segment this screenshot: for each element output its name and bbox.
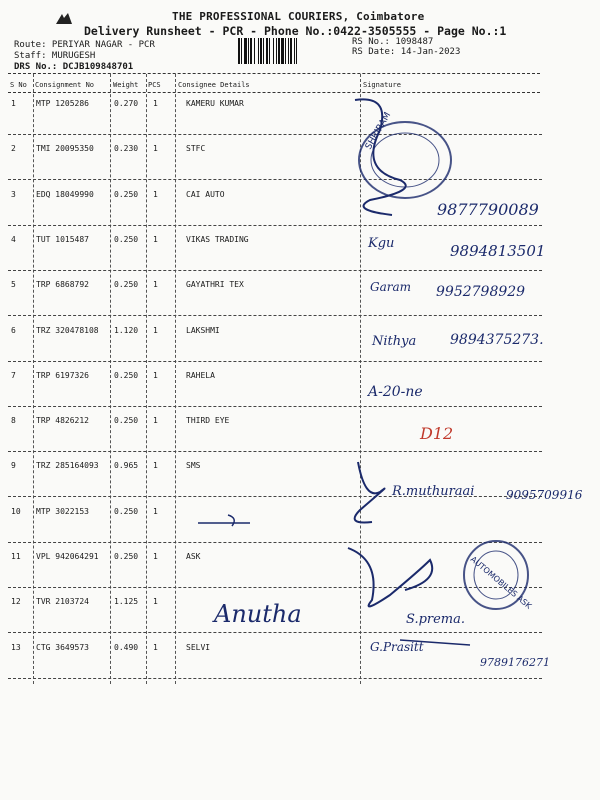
row-consignee: LAKSHMI bbox=[186, 326, 220, 335]
column-divider bbox=[360, 74, 361, 684]
handwritten-name-12b: S.prema. bbox=[406, 612, 466, 627]
row-pcs: 1 bbox=[153, 326, 158, 335]
rs-date: RS Date: 14-Jan-2023 bbox=[352, 47, 461, 57]
row-weight: 0.250 bbox=[114, 507, 139, 516]
courier-logo-icon bbox=[54, 12, 74, 26]
table-header-top-rule bbox=[8, 73, 540, 74]
row-consignee: SELVI bbox=[186, 643, 211, 652]
row-consignee: GAYATHRI TEX bbox=[186, 280, 244, 289]
row-weight: 1.120 bbox=[114, 326, 139, 335]
row-pcs: 1 bbox=[153, 552, 158, 561]
column-header-pcs: PCS bbox=[148, 81, 161, 89]
row-consignment-number: TUT 1015487 bbox=[36, 235, 89, 244]
barcode-bar bbox=[297, 38, 300, 64]
row-weight: 0.965 bbox=[114, 461, 139, 470]
row-sno: 6 bbox=[11, 326, 16, 335]
row-separator bbox=[8, 225, 542, 226]
row-consignee: THIRD EYE bbox=[186, 416, 230, 425]
row-consignment-number: TMI 20095350 bbox=[36, 144, 94, 153]
handwritten-name-13: G.Prasitt bbox=[370, 640, 424, 654]
handwritten-phone-10: 9095709916 bbox=[506, 488, 583, 502]
row-pcs: 1 bbox=[153, 99, 158, 108]
row-consignment-number: EDQ 18049990 bbox=[36, 190, 94, 199]
row-sno: 3 bbox=[11, 190, 16, 199]
company-name: THE PROFESSIONAL COURIERS, Coimbatore bbox=[172, 10, 425, 23]
row-separator bbox=[8, 587, 542, 588]
route-label: Route: PERIYAR NAGAR - PCR bbox=[14, 40, 155, 50]
handwritten-name-4: Kgu bbox=[368, 236, 395, 251]
row-consignee: CAI AUTO bbox=[186, 190, 225, 199]
row-sno: 1 bbox=[11, 99, 16, 108]
row-consignment-number: MTP 3022153 bbox=[36, 507, 89, 516]
column-divider bbox=[33, 74, 34, 684]
row-weight: 0.250 bbox=[114, 416, 139, 425]
row-weight: 0.230 bbox=[114, 144, 139, 153]
row-separator bbox=[8, 542, 542, 543]
row-sno: 11 bbox=[11, 552, 21, 561]
row-weight: 0.250 bbox=[114, 552, 139, 561]
row-weight: 0.490 bbox=[114, 643, 139, 652]
row-sno: 10 bbox=[11, 507, 21, 516]
row-pcs: 1 bbox=[153, 144, 158, 153]
handwritten-note-8: D12 bbox=[420, 424, 454, 443]
row-separator bbox=[8, 270, 542, 271]
row-consignment-number: TRP 6197326 bbox=[36, 371, 89, 380]
row-pcs: 1 bbox=[153, 461, 158, 470]
row-sno: 8 bbox=[11, 416, 16, 425]
handwritten-phone-4: 9894813501 bbox=[450, 242, 546, 260]
handwritten-phone-5: 9952798929 bbox=[436, 284, 526, 300]
row-separator bbox=[8, 179, 542, 180]
stamp-text-shriram: SHRIRAM bbox=[363, 110, 394, 152]
column-header-sno: S No bbox=[10, 81, 27, 89]
row-pcs: 1 bbox=[153, 280, 158, 289]
staff-label: Staff: MURUGESH bbox=[14, 51, 96, 61]
row-consignment-number: TVR 2103724 bbox=[36, 597, 89, 606]
row-sno: 2 bbox=[11, 144, 16, 153]
stamp-text-ask: AUTOMOBILES ASK bbox=[468, 554, 534, 611]
row-weight: 0.250 bbox=[114, 190, 139, 199]
column-header-consignee: Consignee Details bbox=[178, 81, 250, 89]
row-consignment-number: TRP 4826212 bbox=[36, 416, 89, 425]
row-separator bbox=[8, 315, 542, 316]
row-consignment-number: MTP 1205286 bbox=[36, 99, 89, 108]
handwritten-phone-3: 9877790089 bbox=[437, 200, 539, 219]
row-sno: 5 bbox=[11, 280, 16, 289]
row-sno: 9 bbox=[11, 461, 16, 470]
row-weight: 0.250 bbox=[114, 371, 139, 380]
column-header-weight: Weight bbox=[113, 81, 139, 89]
row-consignee: RAHELA bbox=[186, 371, 215, 380]
row-pcs: 1 bbox=[153, 507, 158, 516]
row-consignee: SMS bbox=[186, 461, 201, 470]
handwritten-name-5: Garam bbox=[370, 280, 412, 294]
row-weight: 1.125 bbox=[114, 597, 139, 606]
row-pcs: 1 bbox=[153, 597, 158, 606]
handwritten-name-10: R.muthuraai bbox=[392, 484, 475, 499]
handwritten-name-12: Anutha bbox=[214, 600, 302, 628]
row-pcs: 1 bbox=[153, 416, 158, 425]
handwritten-phone-6: 9894375273. bbox=[450, 332, 544, 348]
automobiles-stamp bbox=[464, 541, 528, 609]
handwritten-name-6: Nithya bbox=[372, 334, 417, 349]
signature-1-scribble bbox=[355, 99, 406, 215]
row-separator bbox=[8, 361, 542, 362]
row-consignment-number: TRP 6868792 bbox=[36, 280, 89, 289]
column-divider bbox=[146, 74, 147, 684]
row-consignment-number: CTG 3649573 bbox=[36, 643, 89, 652]
row-10-mark bbox=[198, 515, 250, 526]
row-separator bbox=[8, 678, 542, 679]
row-consignment-number: VPL 942064291 bbox=[36, 552, 99, 561]
row-consignment-number: TRZ 320478108 bbox=[36, 326, 99, 335]
table-header-bottom-rule bbox=[8, 92, 540, 93]
row-pcs: 1 bbox=[153, 235, 158, 244]
row-consignment-number: TRZ 285164093 bbox=[36, 461, 99, 470]
row-separator bbox=[8, 134, 542, 135]
row-separator bbox=[8, 406, 542, 407]
row-weight: 0.250 bbox=[114, 280, 139, 289]
row-consignee: VIKAS TRADING bbox=[186, 235, 249, 244]
barcode bbox=[238, 38, 344, 64]
row-consignee: STFC bbox=[186, 144, 206, 153]
row-weight: 0.270 bbox=[114, 99, 139, 108]
handwritten-note-7: A-20-ne bbox=[368, 384, 423, 400]
rs-number: RS No.: 1098487 bbox=[352, 37, 434, 47]
row-weight: 0.250 bbox=[114, 235, 139, 244]
drs-number: DRS No.: DCJB109848701 bbox=[14, 62, 134, 72]
row-pcs: 1 bbox=[153, 643, 158, 652]
row-consignee: KAMERU KUMAR bbox=[186, 99, 244, 108]
row-pcs: 1 bbox=[153, 371, 158, 380]
document-title: Delivery Runsheet - PCR - Phone No.:0422-3505555 - Page No.:1 bbox=[84, 24, 507, 38]
handwritten-phone-13: 9789176271 bbox=[480, 656, 550, 669]
row-sno: 13 bbox=[11, 643, 21, 652]
row-sno: 7 bbox=[11, 371, 16, 380]
row-separator bbox=[8, 451, 542, 452]
column-divider bbox=[110, 74, 111, 684]
row-consignee: ASK bbox=[186, 552, 201, 561]
column-header-consignment: Consignment No bbox=[35, 81, 95, 89]
row-sno: 12 bbox=[11, 597, 21, 606]
row-sno: 4 bbox=[11, 235, 16, 244]
row-separator bbox=[8, 632, 542, 633]
row-pcs: 1 bbox=[153, 190, 158, 199]
column-divider bbox=[175, 74, 176, 684]
column-header-signature: Signature bbox=[363, 81, 401, 89]
